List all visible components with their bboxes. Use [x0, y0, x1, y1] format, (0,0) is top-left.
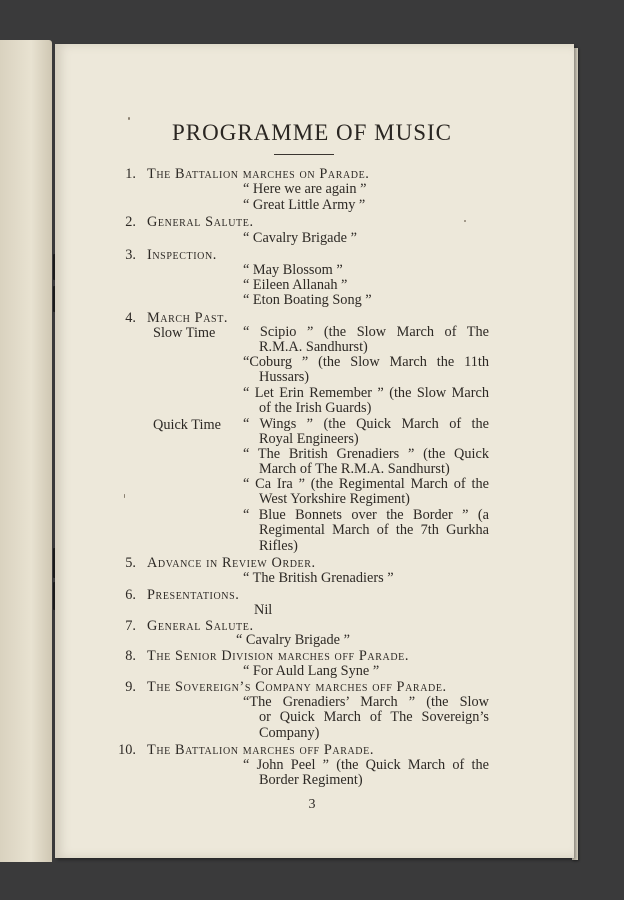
music-title: “ Eileen Allanah ”: [243, 277, 348, 293]
item-number: 1.: [125, 166, 136, 182]
music-title: “ The British Grenadiers ”: [243, 570, 394, 586]
item-number: 8.: [125, 648, 136, 664]
music-title: “ Cavalry Brigade ”: [243, 230, 357, 246]
item-number: 10.: [118, 742, 136, 758]
item-heading: The Senior Division marches off Parade.: [147, 648, 410, 664]
item-heading: The Battalion marches on Parade.: [147, 166, 370, 182]
page-title: PROGRAMME OF MUSIC: [171, 120, 452, 145]
music-title: “ Here we are again ”: [243, 181, 367, 197]
music-line: Hussars): [259, 369, 310, 386]
item-number: 6.: [125, 587, 136, 603]
music-line: Rifles): [259, 537, 298, 554]
item-number: 9.: [125, 679, 136, 695]
music-entry: [243, 477, 489, 508]
music-line: or Quick March of The Sovereign’s: [259, 709, 489, 726]
music-line: of the Irish Guards): [259, 400, 372, 417]
page-number: 3: [308, 797, 316, 812]
music-entry: [243, 758, 489, 789]
item-heading: General Salute.: [147, 618, 254, 634]
item-number: 7.: [125, 618, 136, 634]
slow-time-label: Slow Time: [153, 325, 216, 341]
music-line: West Yorkshire Regiment): [259, 491, 410, 508]
music-line: “ John Peel ” (the Quick March of the: [243, 757, 489, 773]
music-entry: [243, 695, 489, 741]
music-line: R.M.A. Sandhurst): [259, 339, 368, 356]
music-title: “ For Auld Lang Syne ”: [243, 663, 380, 679]
music-line: Royal Engineers): [259, 431, 359, 448]
music-line: “ Blue Bonnets over the Border ” (a: [243, 507, 489, 523]
music-line: “The Grenadiers’ March ” (the Slow: [243, 694, 489, 710]
music-title: “ May Blossom ”: [243, 262, 343, 278]
music-entry: [243, 325, 489, 356]
paper-speck: [464, 220, 466, 222]
music-title: “ Great Little Army ”: [243, 197, 366, 213]
music-entry: [243, 508, 489, 554]
music-entry: [243, 417, 489, 448]
music-line: Company): [259, 724, 320, 741]
music-title: Nil: [254, 602, 273, 618]
item-heading: The Battalion marches off Parade.: [147, 742, 374, 758]
music-line: “ Ca Ira ” (the Regimental March of the: [243, 476, 489, 492]
music-entry: [243, 386, 489, 417]
item-number: 2.: [125, 214, 136, 230]
music-title: “ Cavalry Brigade ”: [236, 632, 350, 648]
item-heading: Presentations.: [147, 587, 240, 603]
item-heading: Advance in Review Order.: [147, 555, 316, 571]
music-title: “ Eton Boating Song ”: [243, 292, 372, 308]
left-page: [0, 40, 52, 862]
paper-speck: [124, 494, 125, 498]
title-rule: [274, 154, 334, 155]
music-line: “ Let Erin Remember ” (the Slow March: [243, 385, 489, 401]
music-line: Regimental March of the 7th Gurkha: [259, 522, 489, 539]
item-heading: March Past.: [147, 310, 229, 326]
music-line: Border Regiment): [259, 772, 363, 789]
item-number: 5.: [125, 555, 136, 571]
music-line: March of The R.M.A. Sandhurst): [259, 461, 450, 478]
music-line: “ Wings ” (the Quick March of the: [243, 416, 489, 432]
music-line: “ Scipio ” (the Slow March of The: [243, 324, 489, 340]
music-line: “ The British Grenadiers ” (the Quick: [243, 446, 489, 462]
item-heading: The Sovereign’s Company marches off Parade.: [147, 679, 447, 695]
music-entry: [243, 447, 489, 478]
music-entry: [243, 355, 489, 386]
quick-time-label: Quick Time: [153, 417, 221, 433]
music-line: “Coburg ” (the Slow March the 11th: [243, 354, 489, 370]
item-number: 4.: [125, 310, 136, 326]
item-heading: Inspection.: [147, 247, 217, 263]
item-heading: General Salute.: [147, 214, 254, 230]
item-number: 3.: [125, 247, 136, 263]
